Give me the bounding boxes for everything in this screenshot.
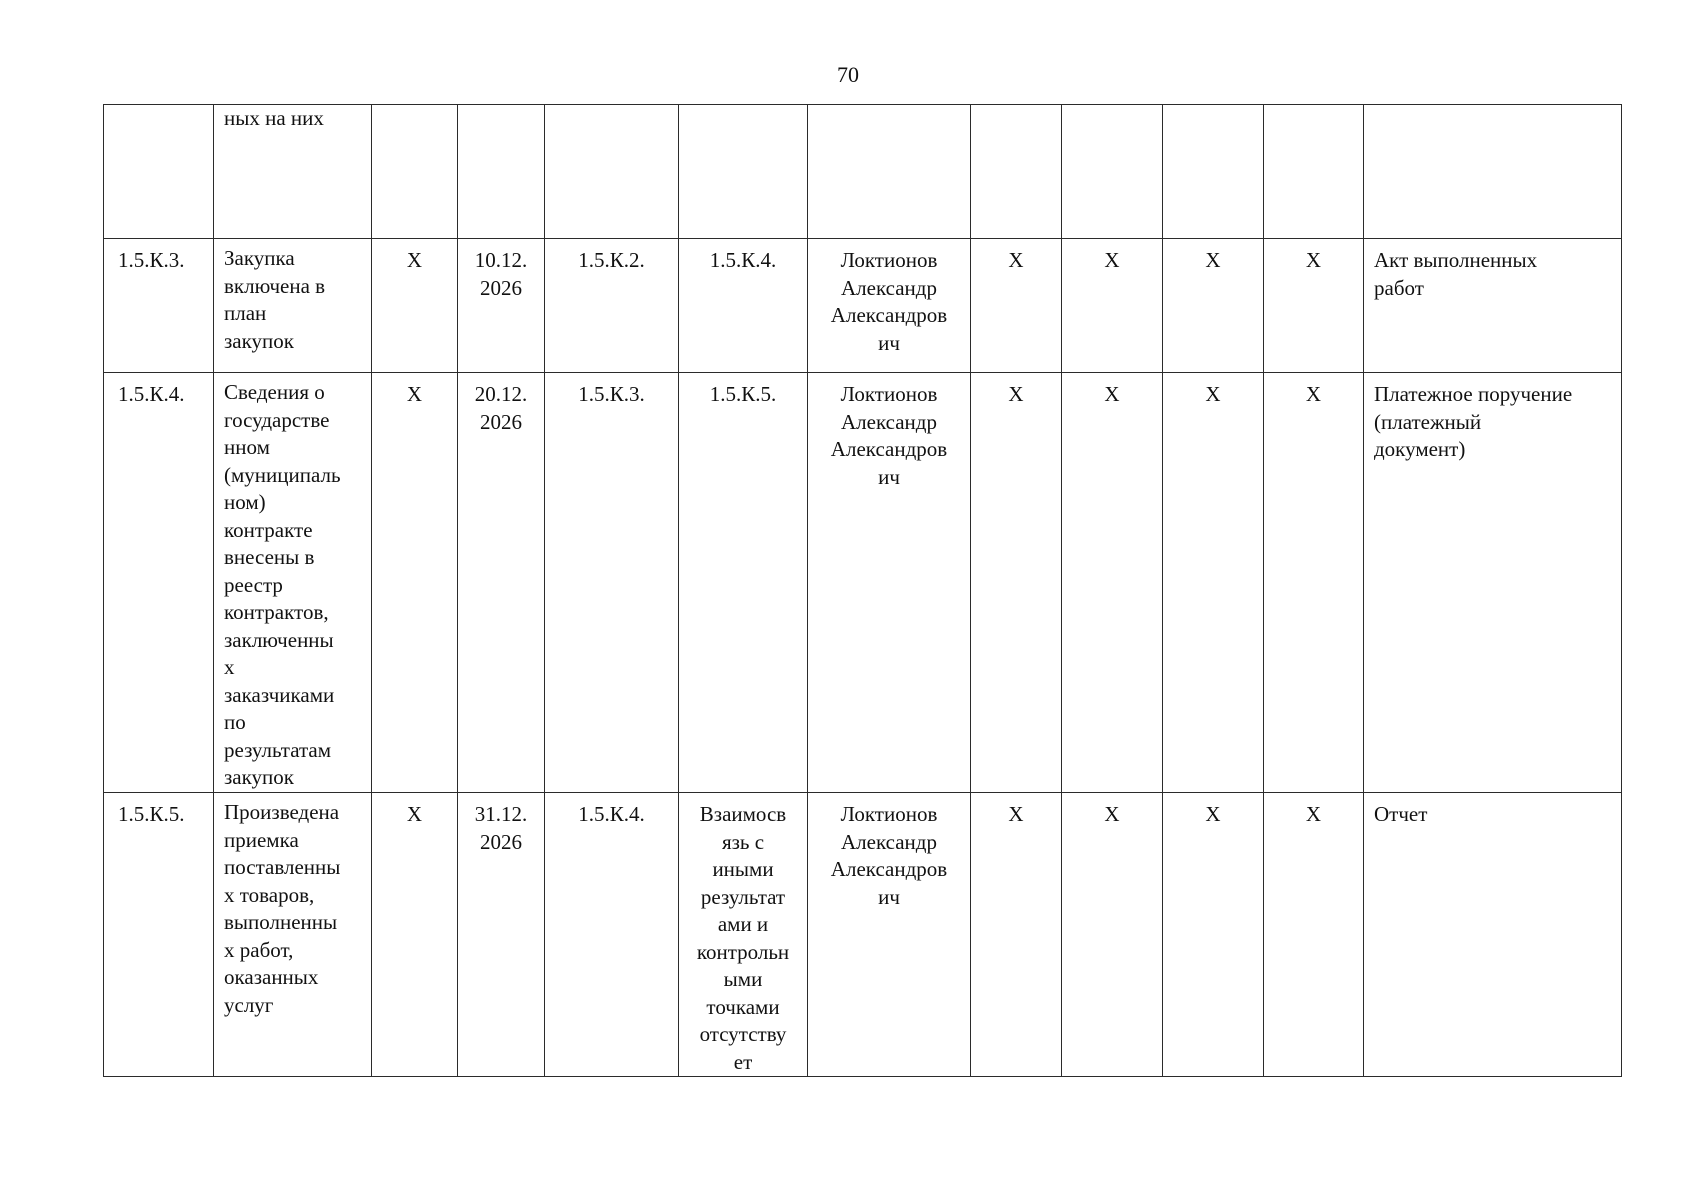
mark-cell: X xyxy=(372,793,458,1077)
responsible-cell: Локтионов Александр Александров ич xyxy=(808,793,971,1077)
predecessor-cell: 1.5.К.2. xyxy=(545,239,679,373)
mark-cell: X xyxy=(971,239,1062,373)
predecessor-cell xyxy=(545,105,679,239)
event-name-cell: ных на них xyxy=(214,105,372,239)
successor-cell: 1.5.К.4. xyxy=(679,239,808,373)
successor-cell: 1.5.К.5. xyxy=(679,373,808,793)
mark-cell xyxy=(1264,105,1364,239)
mark-cell: X xyxy=(1264,373,1364,793)
mark-cell: X xyxy=(1163,239,1264,373)
table-row xyxy=(104,105,1622,239)
mark-cell xyxy=(1163,105,1264,239)
control-points-table xyxy=(103,104,1622,1077)
document-cell: Отчет xyxy=(1364,793,1622,1077)
table-row xyxy=(104,239,1622,373)
successor-cell: Взаимосв язь с иными результат ами и контрольн ыми точками отсутству ет xyxy=(679,793,808,1077)
date-cell xyxy=(458,105,545,239)
predecessor-cell: 1.5.К.4. xyxy=(545,793,679,1077)
document-cell: Акт выполненных работ xyxy=(1364,239,1622,373)
mark-cell: X xyxy=(1163,793,1264,1077)
mark-cell: X xyxy=(1062,239,1163,373)
document-cell: Платежное поручение (платежный документ) xyxy=(1364,373,1622,793)
event-name-cell: Закупка включена в план закупок xyxy=(214,239,372,373)
row-id-cell xyxy=(104,105,214,239)
row-id-cell: 1.5.К.5. xyxy=(104,793,214,1077)
mark-cell: X xyxy=(1062,793,1163,1077)
successor-cell xyxy=(679,105,808,239)
mark-cell: X xyxy=(1062,373,1163,793)
mark-cell xyxy=(372,105,458,239)
mark-cell: X xyxy=(372,239,458,373)
mark-cell xyxy=(971,105,1062,239)
document-cell xyxy=(1364,105,1622,239)
responsible-cell: Локтионов Александр Александров ич xyxy=(808,239,971,373)
page-number: 70 xyxy=(837,62,859,87)
responsible-cell xyxy=(808,105,971,239)
table-row xyxy=(104,793,1622,1077)
date-cell: 10.12. 2026 xyxy=(458,239,545,373)
mark-cell: X xyxy=(1163,373,1264,793)
row-id-cell: 1.5.К.4. xyxy=(104,373,214,793)
date-cell: 31.12. 2026 xyxy=(458,793,545,1077)
responsible-cell: Локтионов Александр Александров ич xyxy=(808,373,971,793)
mark-cell: X xyxy=(372,373,458,793)
row-id-cell: 1.5.К.3. xyxy=(104,239,214,373)
event-name-cell: Произведена приемка поставленны х товаров, выполненны х работ, оказанных услуг xyxy=(214,793,372,1077)
mark-cell: X xyxy=(971,373,1062,793)
table-row xyxy=(104,373,1622,793)
mark-cell: X xyxy=(971,793,1062,1077)
mark-cell: X xyxy=(1264,793,1364,1077)
predecessor-cell: 1.5.К.3. xyxy=(545,373,679,793)
mark-cell: X xyxy=(1264,239,1364,373)
mark-cell xyxy=(1062,105,1163,239)
date-cell: 20.12. 2026 xyxy=(458,373,545,793)
event-name-cell: Сведения о государстве нном (муниципаль ном) контракте внесены в реестр контрактов, заключенны х заказчиками по результатам закупок xyxy=(214,373,372,793)
